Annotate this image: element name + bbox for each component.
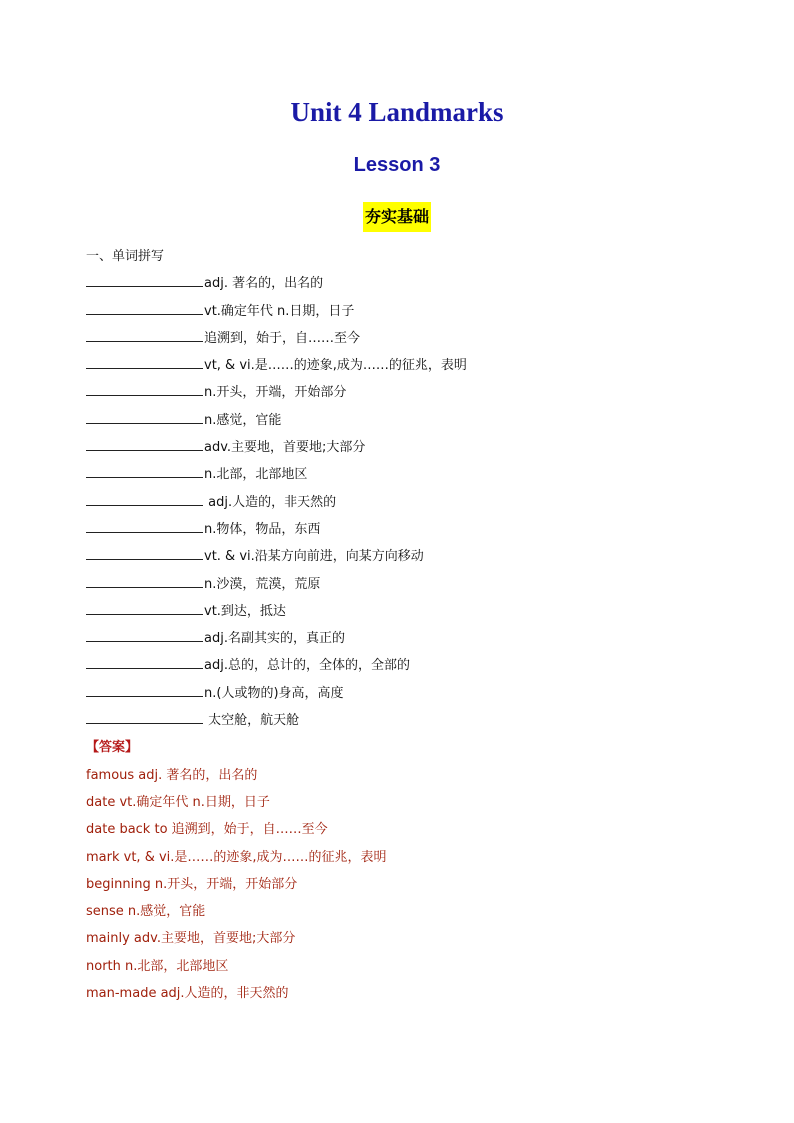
answer-item: date vt.确定年代 n.日期，日子 (86, 794, 270, 810)
blank-item: vt, & vi.是……的迹象,成为……的征兆，表明 (86, 355, 726, 382)
answer-blank (86, 382, 203, 396)
blank-item: adv.主要地，首要地;大部分 (86, 437, 726, 464)
answer-blank (86, 683, 203, 697)
blank-item: n.北部，北部地区 (86, 464, 726, 491)
answer-blank (86, 546, 203, 560)
answer-blank (86, 628, 203, 642)
blank-item: adj.总的，总计的，全体的，全部的 (86, 655, 726, 682)
answer-blank (86, 328, 203, 342)
exercise-list (86, 246, 726, 1010)
blank-item: vt. & vi.沿某方向前进，向某方向移动 (86, 546, 726, 573)
blank-item: 太空舱，航天舱 (86, 710, 726, 737)
answer-heading: 【答案】 (86, 740, 139, 756)
answer-blank (86, 301, 203, 315)
answer-blank (86, 437, 203, 451)
answer-blank (86, 410, 203, 424)
blank-item: 追溯到，始于，自……至今 (86, 328, 726, 355)
part-heading: 一、单词拼写 (86, 249, 165, 264)
answer-item: mark vt, & vi.是……的迹象,成为……的征兆，表明 (86, 849, 387, 865)
blank-item: n.开头，开端，开始部分 (86, 382, 726, 409)
answer-blank (86, 655, 203, 669)
unit-title: Unit 4 Landmarks (290, 97, 504, 127)
blank-item: vt.确定年代 n.日期，日子 (86, 301, 726, 328)
answer-blank (86, 519, 203, 533)
blank-item: n.沙漠，荒漠，荒原 (86, 574, 726, 601)
answer-blank (86, 273, 203, 287)
answer-item: date back to 追溯到，始于，自……至今 (86, 822, 328, 838)
lesson-title: Lesson 3 (353, 154, 441, 176)
section-heading-text: 夯实基础 (363, 202, 431, 232)
blank-item: adj.人造的，非天然的 (86, 492, 726, 519)
answer-blank (86, 710, 203, 724)
blank-item: adj. 著名的，出名的 (86, 273, 726, 300)
answer-blank (86, 601, 203, 615)
answer-item: famous adj. 著名的，出名的 (86, 767, 258, 783)
answer-item: man-made adj.人造的，非天然的 (86, 986, 289, 1002)
blank-item: adj.名副其实的，真正的 (86, 628, 726, 655)
answer-item: mainly adv.主要地，首要地;大部分 (86, 931, 296, 947)
answer-blank (86, 464, 203, 478)
section-heading (0, 202, 794, 232)
blank-item: n.感觉，官能 (86, 410, 726, 437)
answer-blank (86, 492, 203, 506)
answer-item: sense n.感觉，官能 (86, 904, 206, 920)
answer-blank (86, 574, 203, 588)
blank-item: n.(人或物的)身高，高度 (86, 683, 726, 710)
answer-blank (86, 355, 203, 369)
answer-item: north n.北部，北部地区 (86, 958, 229, 974)
blank-item: vt.到达，抵达 (86, 601, 726, 628)
blank-item: n.物体，物品，东西 (86, 519, 726, 546)
answer-item: beginning n.开头，开端，开始部分 (86, 876, 298, 892)
